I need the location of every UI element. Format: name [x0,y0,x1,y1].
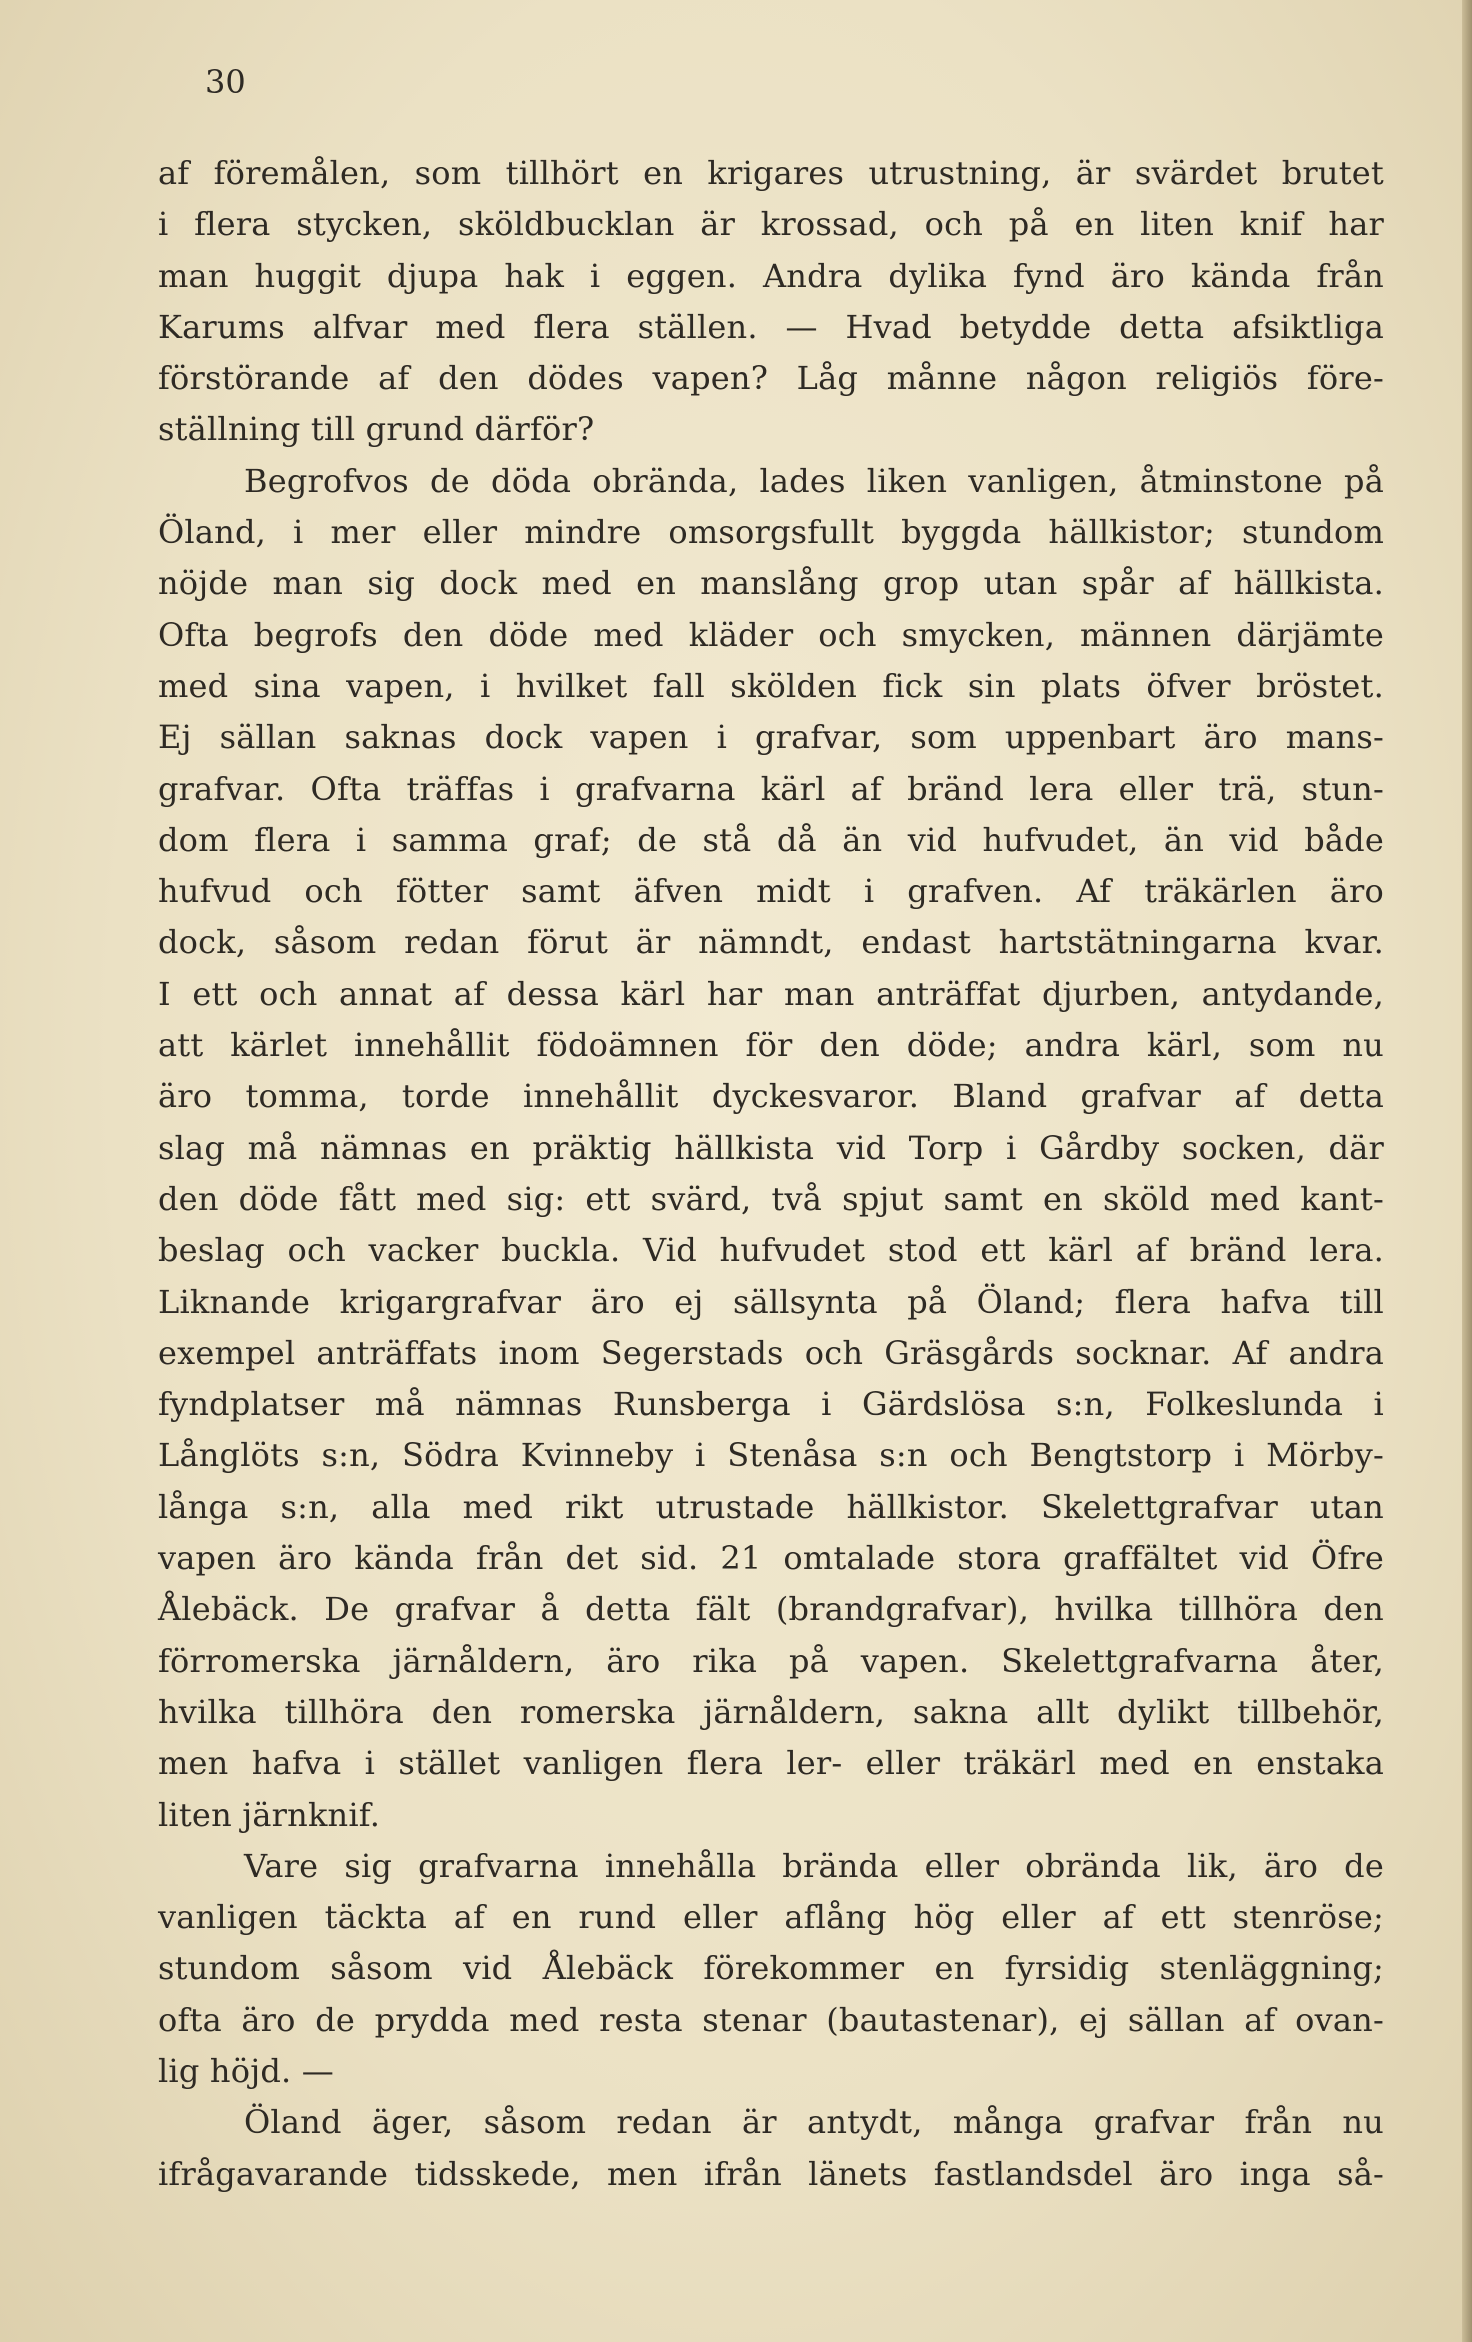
page-number: 30 [205,63,246,101]
text-line: grafvar. Ofta träffas i grafvarna kärl af bränd lera eller trä, stun- [158,769,1384,808]
text-line: Öland, i mer eller mindre omsorgsfullt byggda hällkistor; stundom [158,513,1384,552]
text-line: dom flera i samma graf; de stå då än vid hufvudet, än vid både [158,820,1384,859]
text-line: men hafva i stället vanligen flera ler- eller träkärl med en enstaka [158,1744,1384,1783]
text-line: ofta äro de prydda med resta stenar (bautastenar), ej sällan af ovan- [158,2000,1384,2039]
text-line: Ålebäck. De grafvar å detta fält (brandgrafvar), hvilka tillhöra den [158,1590,1384,1629]
text-line: liten järnknif. [158,1795,381,1834]
text-line: den döde fått med sig: ett svärd, två spjut samt en sköld med kant- [158,1179,1384,1218]
text-line: slag må nämnas en präktig hällkista vid Torp i Gårdby socken, där [158,1128,1384,1167]
text-line: förstörande af den dödes vapen? Låg månne någon religiös före- [158,359,1384,398]
text-line: af föremålen, som tillhört en krigares utrustning, är svärdet brutet [158,154,1384,192]
text-line: ställning till grund därför? [158,410,595,449]
text-line: vapen äro kända från det sid. 21 omtalade stora graffältet vid Öfre [158,1539,1384,1578]
text-line: vanligen täckta af en rund eller aflång hög eller af ett stenröse; [158,1898,1384,1937]
text-line: I ett och annat af dessa kärl har man anträffat djurben, antydande, [158,974,1384,1013]
text-line: nöjde man sig dock med en manslång grop utan spår af hällkista. [158,564,1384,603]
body-text [158,148,1384,2200]
text-line: förromerska järnåldern, äro rika på vapen. Skelettgrafvarna åter, [158,1641,1384,1680]
page-edge [1462,0,1472,2342]
text-line: lig höjd. — [158,2051,334,2090]
text-line: Ofta begrofs den döde med kläder och smycken, männen därjämte [158,615,1384,654]
text-line: exempel anträffats inom Segerstads och Gräsgårds socknar. Af andra [158,1333,1384,1372]
text-line: Karums alfvar med flera ställen. — Hvad betydde detta afsiktliga [158,307,1384,346]
text-line: beslag och vacker buckla. Vid hufvudet stod ett kärl af bränd lera. [158,1231,1384,1270]
text-line: Begrofvos de döda obrända, lades liken vanligen, åtminstone på [244,461,1384,500]
text-line: att kärlet innehållit födoämnen för den döde; andra kärl, som nu [158,1026,1384,1065]
text-line: i flera stycken, sköldbucklan är krossad, och på en liten knif har [158,205,1384,244]
text-line: långa s:n, alla med rikt utrustade hällkistor. Skelettgrafvar utan [158,1487,1384,1526]
text-line: ifrågavarande tidsskede, men ifrån länets fastlandsdel äro inga så- [158,2154,1384,2193]
text-line: dock, såsom redan förut är nämndt, endast hartstätningarna kvar. [158,923,1384,962]
text-line: äro tomma, torde innehållit dyckesvaror. Bland grafvar af detta [158,1077,1384,1116]
text-line: hvilka tillhöra den romerska järnåldern, sakna allt dylikt tillbehör, [158,1692,1384,1731]
text-line: Öland äger, såsom redan är antydt, många grafvar från nu [244,2103,1384,2142]
text-line: Långlöts s:n, Södra Kvinneby i Stenåsa s:n och Bengtstorp i Mörby- [158,1436,1384,1475]
text-line: med sina vapen, i hvilket fall skölden fick sin plats öfver bröstet. [158,666,1384,705]
text-line: Liknande krigargrafvar äro ej sällsynta på Öland; flera hafva till [158,1282,1384,1321]
text-line: hufvud och fötter samt äfven midt i grafven. Af träkärlen äro [158,872,1384,911]
text-line: Vare sig grafvarna innehålla brända eller obrända lik, äro de [244,1846,1384,1885]
text-line: fyndplatser må nämnas Runsberga i Gärdslösa s:n, Folkeslunda i [158,1385,1384,1424]
text-line: man huggit djupa hak i eggen. Andra dylika fynd äro kända från [158,256,1384,295]
text-line: Ej sällan saknas dock vapen i grafvar, som uppenbart äro mans- [158,718,1384,757]
text-line: stundom såsom vid Ålebäck förekommer en fyrsidig stenläggning; [158,1949,1384,1988]
